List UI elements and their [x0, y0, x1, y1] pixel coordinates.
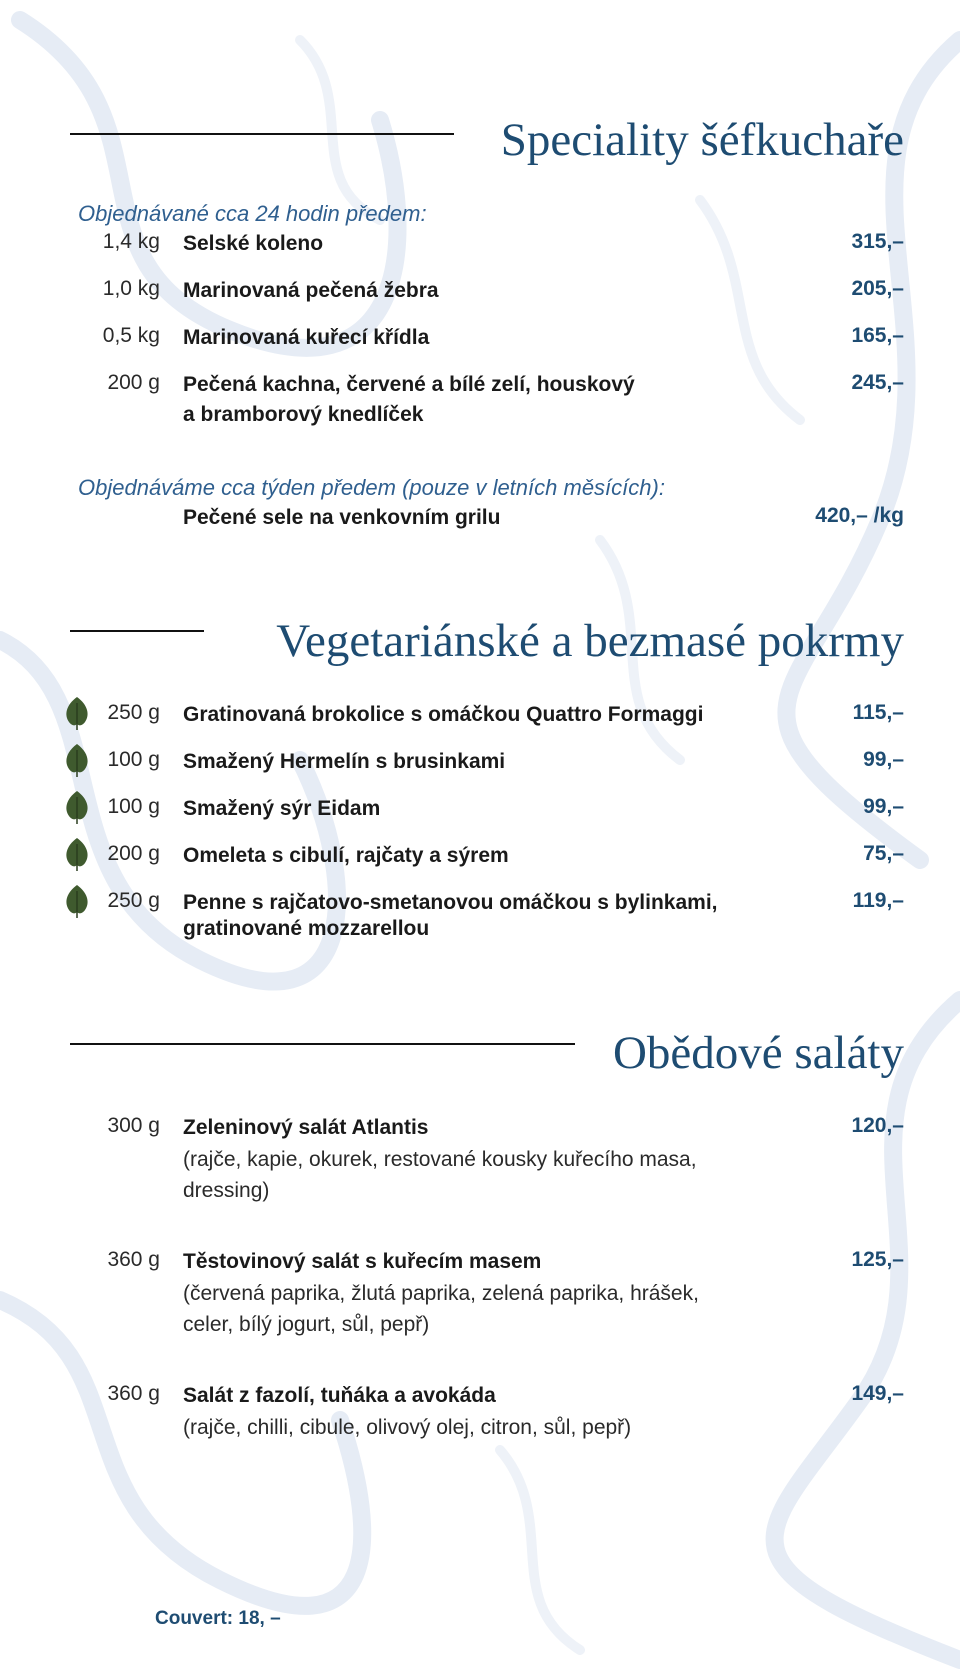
item-name-continued: a bramborový knedlíček — [183, 403, 424, 426]
item-name: Marinovaná kuřecí křídla — [183, 326, 430, 349]
item-price: 125,– — [851, 1248, 904, 1271]
item-name: Smažený Hermelín s brusinkami — [183, 750, 506, 773]
item-price: 205,– — [851, 277, 904, 300]
leaf-icon — [62, 836, 92, 872]
item-weight: 1,4 kg — [102, 230, 160, 253]
item-name: Marinovaná pečená žebra — [183, 279, 439, 302]
item-price: 165,– — [851, 324, 904, 347]
menu-item — [0, 370, 960, 440]
item-price: 120,– — [851, 1114, 904, 1137]
menu-item — [0, 841, 960, 881]
order-note: Objednávané cca 24 hodin předem: — [78, 201, 427, 226]
section-rule — [70, 1043, 575, 1045]
item-description: (červená paprika, žlutá paprika, zelená paprika, hrášek, — [183, 1282, 699, 1305]
item-name: Omeleta s cibulí, rajčaty a sýrem — [183, 844, 509, 867]
item-price: 420,– /kg — [815, 504, 904, 527]
item-price: 99,– — [863, 795, 904, 818]
menu-item — [0, 276, 960, 316]
menu-item — [0, 700, 960, 740]
item-weight: 100 g — [107, 748, 160, 771]
item-weight: 100 g — [107, 795, 160, 818]
item-name: Salát z fazolí, tuňáka a avokáda — [183, 1384, 496, 1407]
leaf-icon — [62, 789, 92, 825]
item-description: (rajče, chilli, cibule, olivový olej, citron, sůl, pepř) — [183, 1416, 632, 1439]
section-title-vegetarian: Vegetariánské a bezmasé pokrmy — [276, 615, 904, 667]
item-name: Smažený sýr Eidam — [183, 797, 381, 820]
item-name: Pečená kachna, červené a bílé zelí, houskový — [183, 373, 635, 396]
item-price: 315,– — [851, 230, 904, 253]
item-name: Pečené sele na venkovním grilu — [183, 506, 501, 529]
item-name-continued: gratinované mozzarellou — [183, 917, 430, 940]
item-name: Penne s rajčatovo-smetanovou omáčkou s bylinkami, — [183, 891, 718, 914]
menu-item — [0, 1113, 960, 1203]
item-price: 75,– — [863, 842, 904, 865]
leaf-icon — [62, 742, 92, 778]
menu-item — [0, 888, 960, 952]
item-description: celer, bílý jogurt, sůl, pepř) — [183, 1313, 430, 1336]
menu-item — [0, 229, 960, 269]
item-name: Gratinovaná brokolice s omáčkou Quattro Formaggi — [183, 703, 704, 726]
section-title-chef: Speciality šéfkuchaře — [500, 114, 904, 166]
section-rule — [70, 630, 204, 632]
item-weight: 300 g — [107, 1114, 160, 1137]
item-description: dressing) — [183, 1179, 270, 1202]
item-weight: 250 g — [107, 889, 160, 912]
section-title-salads: Obědové saláty — [612, 1027, 904, 1079]
item-price: 245,– — [851, 371, 904, 394]
order-note: Objednáváme cca týden předem (pouze v letních měsících): — [78, 475, 665, 500]
item-weight: 200 g — [107, 371, 160, 394]
menu-item — [0, 503, 960, 543]
item-weight: 360 g — [107, 1382, 160, 1405]
item-description: (rajče, kapie, okurek, restované kousky kuřecího masa, — [183, 1148, 697, 1171]
item-name: Zeleninový salát Atlantis — [183, 1116, 429, 1139]
item-weight: 200 g — [107, 842, 160, 865]
leaf-icon — [62, 695, 92, 731]
item-weight: 360 g — [107, 1248, 160, 1271]
menu-item — [0, 323, 960, 363]
item-weight: 250 g — [107, 701, 160, 724]
couvert-note: Couvert: 18, – — [155, 1608, 281, 1629]
menu-item — [0, 1381, 960, 1441]
item-price: 115,– — [852, 701, 904, 724]
menu-item — [0, 747, 960, 787]
item-weight: 1,0 kg — [102, 277, 160, 300]
item-price: 149,– — [851, 1382, 904, 1405]
item-name: Selské koleno — [183, 232, 324, 255]
menu-item — [0, 794, 960, 834]
item-name: Těstovinový salát s kuřecím masem — [183, 1250, 542, 1273]
item-price: 119,– — [852, 889, 904, 912]
menu-item — [0, 1247, 960, 1337]
item-weight: 0,5 kg — [102, 324, 160, 347]
section-rule — [70, 133, 454, 135]
item-price: 99,– — [863, 748, 904, 771]
leaf-icon — [62, 883, 92, 919]
